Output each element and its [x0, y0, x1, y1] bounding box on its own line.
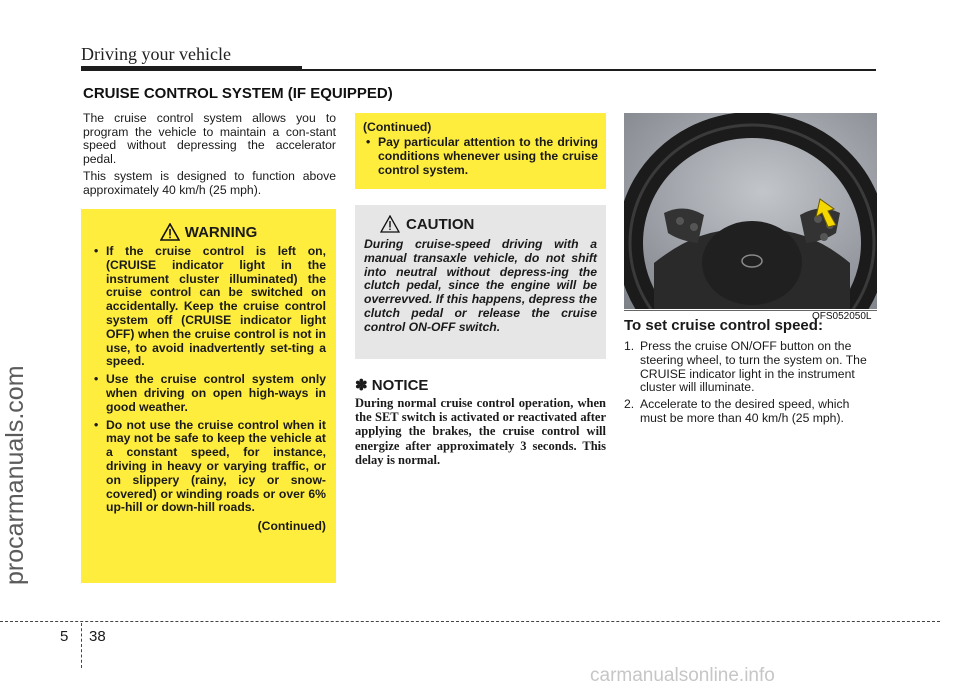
- continued-label: (Continued): [363, 120, 432, 134]
- steering-wheel-photo: [624, 113, 877, 309]
- page-number: 38: [89, 628, 106, 645]
- footer-divider: [81, 623, 82, 668]
- section-title: CRUISE CONTROL SYSTEM (IF EQUIPPED): [83, 85, 393, 102]
- notice-heading: ✽ NOTICE: [355, 377, 429, 394]
- intro-paragraph-2: This system is designed to function above approximately 40 km/h (25 mph).: [83, 169, 336, 197]
- set-speed-steps: [624, 340, 877, 429]
- caution-heading: [380, 215, 597, 233]
- caution-heading-label: CAUTION: [406, 215, 475, 233]
- caution-triangle-icon: [380, 215, 400, 233]
- steering-wheel-illustration: [624, 113, 877, 309]
- footer-rule: [0, 621, 940, 622]
- bottom-watermark: carmanualsonline.info: [590, 665, 775, 686]
- continued-warning-box: [355, 113, 606, 189]
- warning-item: • If the cruise control is left on, (CRUISE indicator light in the instrument cluster illuminated) the cruise control can be switched on accidentally. Keep the cruise control system off (CRUISE indicator light OFF) when the cruise control is not in use, to avoid inadvertently set-ting a speed.: [91, 245, 326, 369]
- step-item: [624, 340, 877, 395]
- warning-item: • Do not use the cruise control when it may not be safe to keep the vehicle at a constant speed, for instance, driving in heavy or varying traffic, or on slippery (rainy, icy or snow-covered) or winding roads or over 6% up-hill or down-hill roads.: [91, 419, 326, 516]
- warning-heading-label: WARNING: [184, 223, 258, 241]
- intro-paragraph-1: The cruise control system allows you to program the vehicle to maintain a con-stant speed without depressing the accelerator pedal.: [83, 111, 336, 166]
- header-rule-thin: [302, 69, 876, 71]
- header-rule-thick: [81, 66, 302, 71]
- caution-text: During cruise-speed driving with a manual transaxle vehicle, do not shift into neutral without depress-ing the clutch pedal, since the engine will be overrevved. If this happens, depress the clutch pedal or release the cruise control ON-OFF switch.: [364, 237, 597, 334]
- caution-box: [355, 205, 606, 359]
- header-title: Driving your vehicle: [81, 44, 231, 64]
- side-watermark: procarmanuals.com: [1, 365, 29, 585]
- notice-text: During normal cruise control operation, when the SET switch is activated or reactivated after applying the brakes, the cruise control will energize after approximately 3 seconds. This delay is normal.: [355, 396, 606, 467]
- warning-triangle-icon: [160, 223, 180, 241]
- continued-item: • Pay particular attention to the driving conditions whenever using the cruise control system.: [363, 136, 598, 177]
- step-number: 2.: [624, 397, 635, 412]
- warning-heading: [91, 223, 326, 241]
- set-speed-title: To set cruise control speed:: [624, 317, 823, 334]
- warning-box: [81, 209, 336, 583]
- warning-continued: (Continued): [257, 519, 326, 534]
- intro-text: [83, 112, 336, 202]
- chapter-number: 5: [60, 628, 69, 645]
- warning-item: • Use the cruise control system only when driving on open high-ways in good weather.: [91, 373, 326, 414]
- warning-list: [91, 245, 326, 515]
- figure-caption: OFS052050L: [812, 311, 872, 322]
- step-text: Accelerate to the desired speed, which must be more than 40 km/h (25 mph).: [640, 397, 850, 425]
- continued-list: [363, 136, 598, 177]
- step-text: Press the cruise ON/OFF button on the steering wheel, to turn the system on. The CRUISE indicator light in the instrument cluster will illuminate.: [640, 339, 867, 395]
- step-item: [624, 398, 877, 426]
- step-number: 1.: [624, 339, 635, 353]
